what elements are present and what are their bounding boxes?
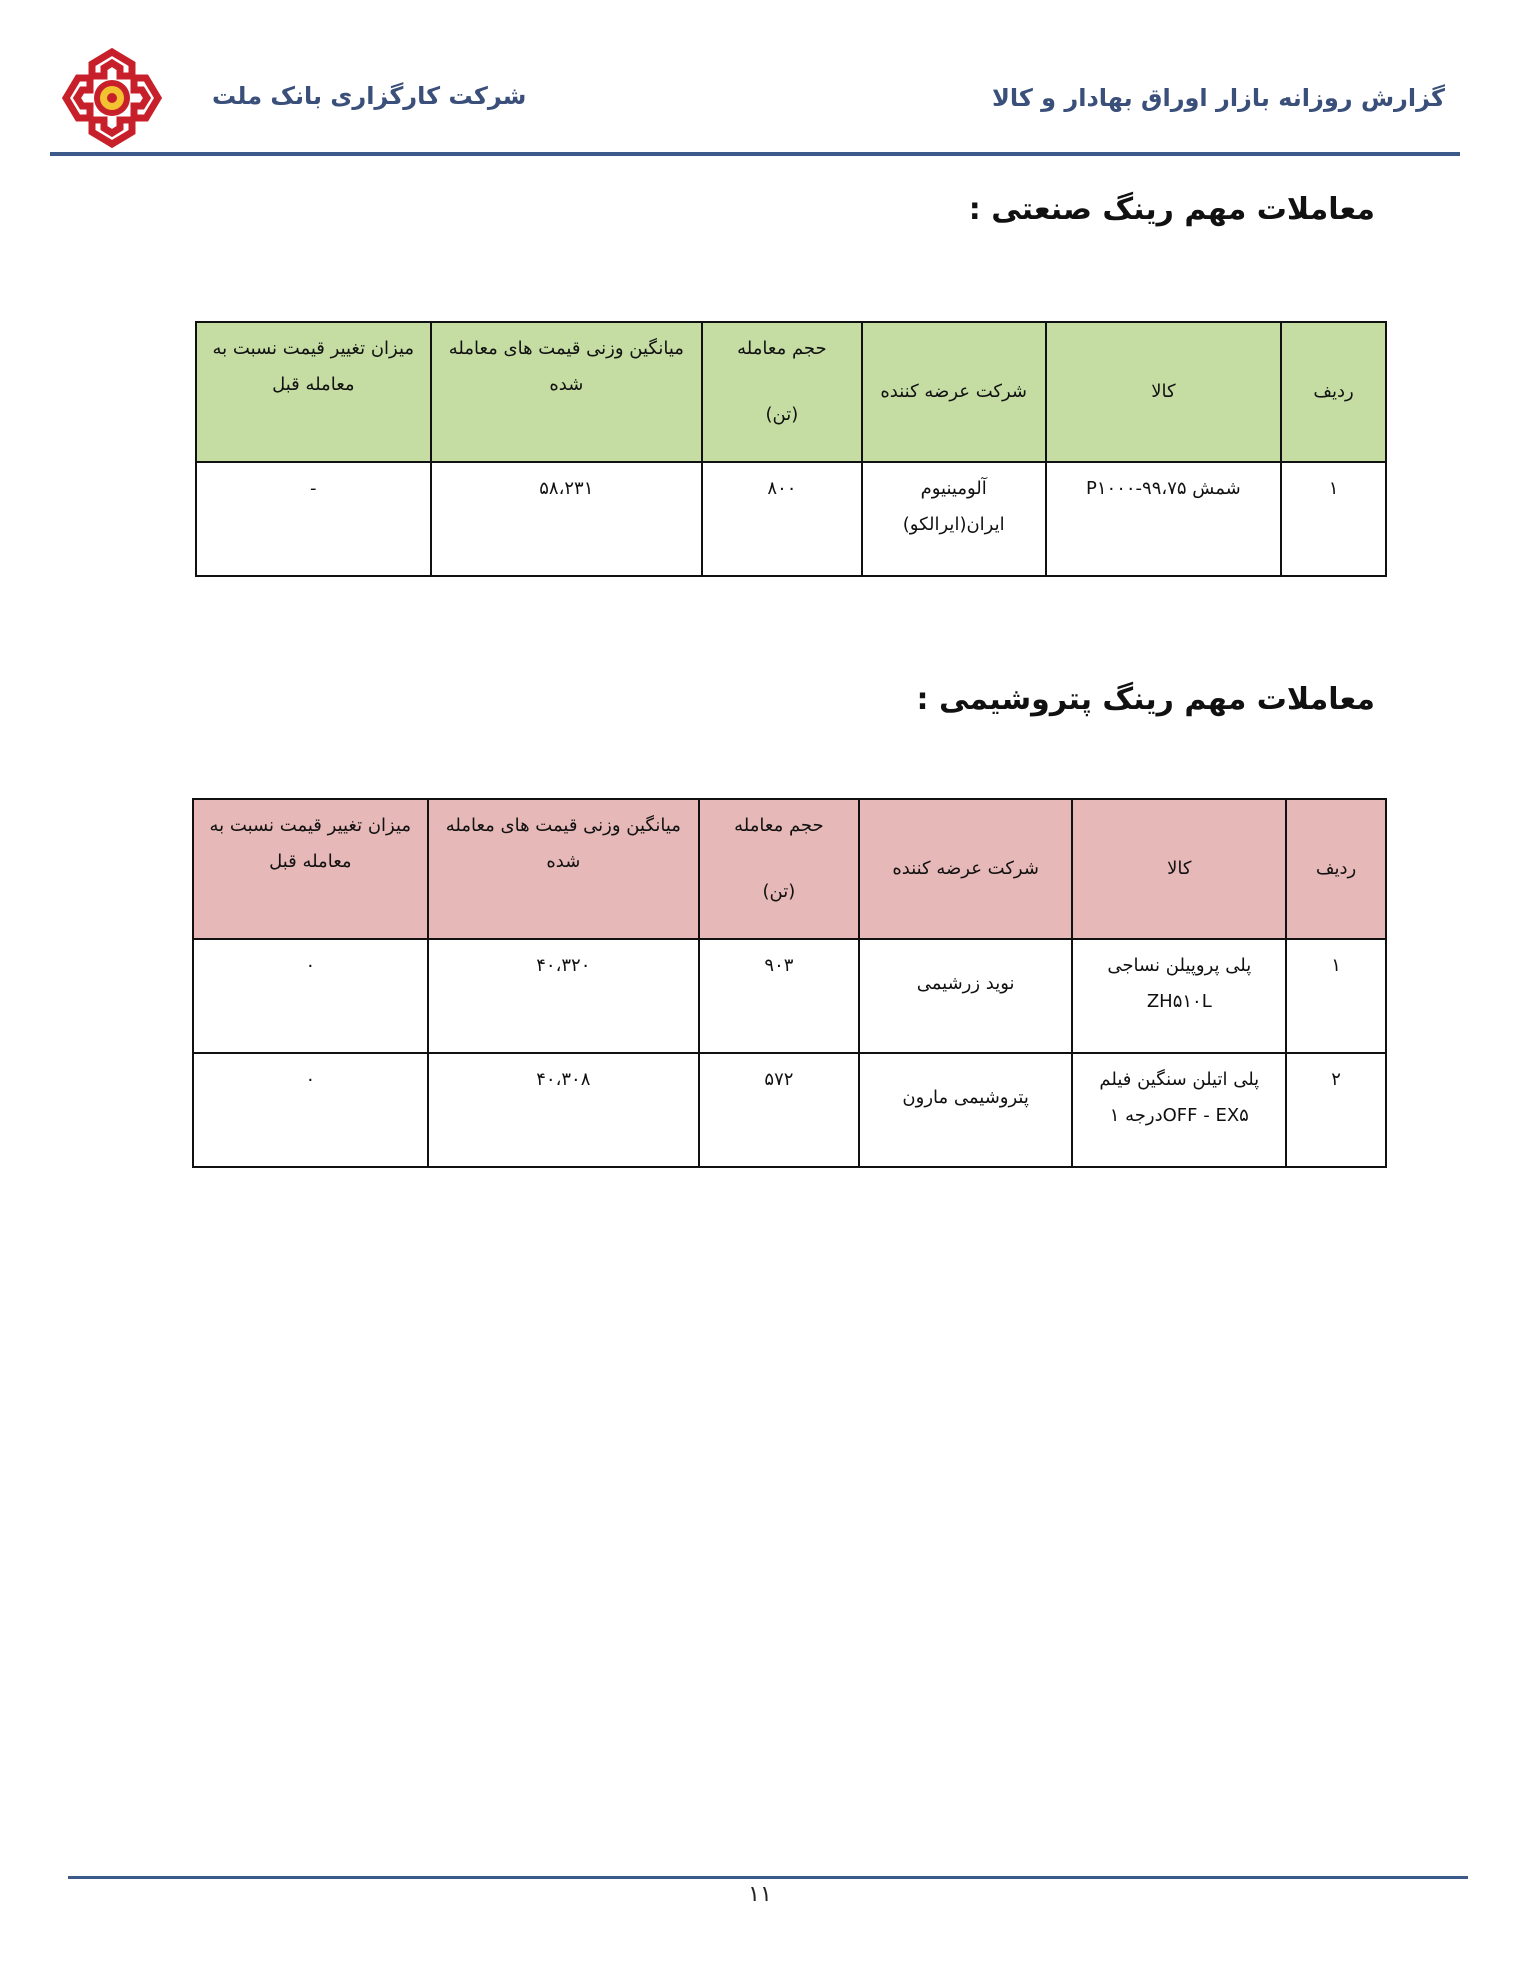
col-header-price-change: میزان تغییر قیمت نسبت به معامله قبل bbox=[193, 799, 428, 939]
cell-supplier: نوید زرشیمی bbox=[859, 939, 1073, 1053]
report-title: گزارش روزانه بازار اوراق بهادار و کالا bbox=[991, 84, 1445, 112]
cell-price-change: ۰ bbox=[193, 939, 428, 1053]
table-header-row bbox=[193, 799, 1386, 939]
col-header-avg-price: میانگین وزنی قیمت های معامله شده bbox=[428, 799, 699, 939]
cell-price-change: ۰ bbox=[193, 1053, 428, 1167]
col-header-volume-label: حجم معامله bbox=[737, 338, 827, 359]
cell-avg-price: ۵۸،۲۳۱ bbox=[431, 462, 702, 576]
cell-supplier: آلومینیوم ایران(ایرالکو) bbox=[862, 462, 1046, 576]
table-row bbox=[193, 1053, 1386, 1167]
cell-volume: ۹۰۳ bbox=[699, 939, 859, 1053]
cell-commodity: پلی پروپیلن نساجی ZH۵۱۰L bbox=[1072, 939, 1286, 1053]
table-row bbox=[196, 462, 1386, 576]
cell-commodity: شمش ۹۹،۷۵-P۱۰۰۰ bbox=[1046, 462, 1282, 576]
cell-commodity: پلی اتیلن سنگین فیلم OFF - EX۵درجه ۱ bbox=[1072, 1053, 1286, 1167]
col-header-volume-unit: (تن) bbox=[762, 881, 796, 902]
footer-divider bbox=[68, 1876, 1468, 1879]
industrial-section-heading: معاملات مهم رینگ صنعتی : bbox=[968, 192, 1375, 227]
cell-row-number: ۱ bbox=[1281, 462, 1386, 576]
table-row bbox=[193, 939, 1386, 1053]
col-header-supplier: شرکت عرضه کننده bbox=[862, 322, 1046, 462]
petrochemical-trades-table bbox=[192, 798, 1387, 1168]
col-header-supplier: شرکت عرضه کننده bbox=[859, 799, 1073, 939]
cell-supplier: پتروشیمی مارون bbox=[859, 1053, 1073, 1167]
petrochemical-section-heading: معاملات مهم رینگ پتروشیمی : bbox=[916, 682, 1375, 717]
col-header-row-number: ردیف bbox=[1281, 322, 1386, 462]
table-header-row bbox=[196, 322, 1386, 462]
col-header-commodity: کالا bbox=[1046, 322, 1282, 462]
col-header-commodity: کالا bbox=[1072, 799, 1286, 939]
col-header-volume-unit: (تن) bbox=[765, 404, 799, 425]
cell-price-change: - bbox=[196, 462, 431, 576]
cell-row-number: ۱ bbox=[1286, 939, 1386, 1053]
industrial-trades-table bbox=[195, 321, 1387, 577]
cell-avg-price: ۴۰،۳۰۸ bbox=[428, 1053, 699, 1167]
col-header-price-change: میزان تغییر قیمت نسبت به معامله قبل bbox=[196, 322, 431, 462]
col-header-volume-label: حجم معامله bbox=[734, 815, 824, 836]
cell-row-number: ۲ bbox=[1286, 1053, 1386, 1167]
company-name: شرکت کارگزاری بانک ملت bbox=[212, 82, 527, 110]
col-header-volume bbox=[702, 322, 862, 462]
cell-volume: ۸۰۰ bbox=[702, 462, 862, 576]
page-number: ۱۱ bbox=[748, 1882, 772, 1907]
cell-avg-price: ۴۰،۳۲۰ bbox=[428, 939, 699, 1053]
cell-volume: ۵۷۲ bbox=[699, 1053, 859, 1167]
header-divider bbox=[50, 152, 1460, 156]
col-header-avg-price: میانگین وزنی قیمت های معامله شده bbox=[431, 322, 702, 462]
bank-mellat-logo bbox=[60, 46, 164, 150]
col-header-volume bbox=[699, 799, 859, 939]
col-header-row-number: ردیف bbox=[1286, 799, 1386, 939]
